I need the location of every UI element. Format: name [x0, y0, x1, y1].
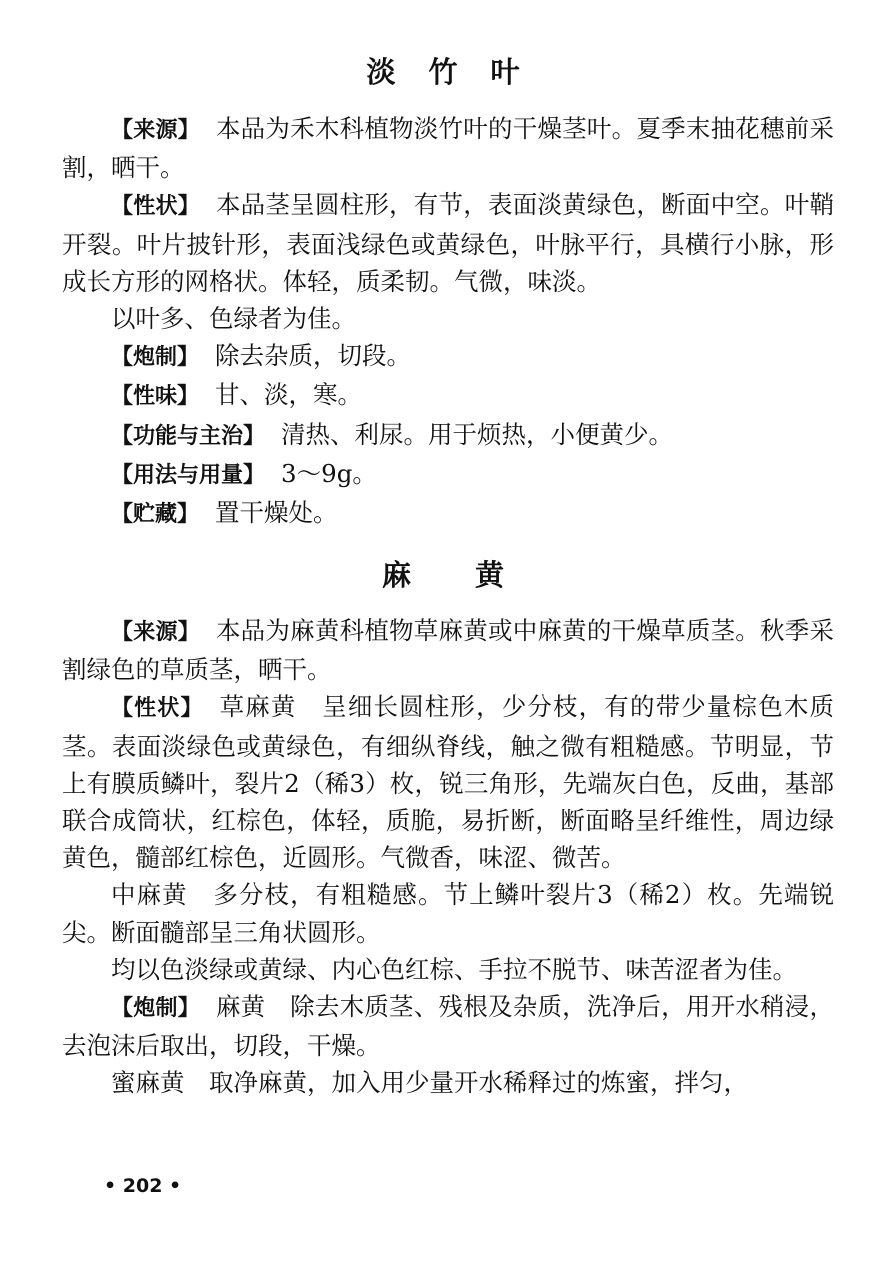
section-text-source: 本品为禾木科植物淡竹叶的干燥茎叶。夏季末抽花穗前采割，晒干。: [62, 114, 834, 183]
section-heading-source-2: 【来源】: [111, 620, 200, 645]
section-heading-source: 【来源】: [111, 118, 200, 143]
section-text-function: 清热、利尿。用于烦热，小便黄少。: [281, 419, 674, 449]
paragraph-function: [62, 416, 834, 455]
section-heading-dosage: 【用法与用量】: [111, 462, 266, 488]
section-text-traits-2: 草麻黄 呈细长圆柱形，少分枝，有的带少量棕色木质茎。表面淡绿色或黄绿色，有细纵脊线，触之微有粗糙感。节明显，节上有膜质鳞叶，裂片2（稀3）枚，锐三角形，先端灰白色，反曲，基部联合成筒状，红棕色，体轻，质脆，易折断，断面略呈纤维性，周边绿黄色，髓部红棕色，近圆形。气微香，味涩、微苦。: [62, 692, 834, 873]
section-heading-processing-2: 【炮制】: [111, 996, 200, 1022]
paragraph-traits: [62, 186, 834, 300]
article-title-mahuang: 麻 黄: [381, 558, 506, 592]
section-text-storage: 置干燥处。: [215, 498, 338, 528]
paragraph-dosage: [62, 455, 834, 494]
section-heading-storage: 【贮藏】: [111, 502, 200, 528]
page-number: • 202 •: [104, 1175, 182, 1197]
section-heading-nature: 【性味】: [111, 384, 200, 410]
section-text-processing-2: 麻黄 除去木质茎、残根及杂质，洗净后，用开水稍浸，去泡沫后取出，切段，干燥。: [62, 992, 834, 1061]
article-body-mahuang: [62, 612, 834, 1102]
section-text-processing: 除去杂质，切段。: [215, 341, 412, 371]
paragraph-traits-2: [62, 688, 834, 876]
section-heading-traits-2: 【性状】: [111, 696, 204, 722]
section-heading-processing: 【炮制】: [111, 345, 200, 371]
paragraph-source-2: [62, 612, 834, 688]
paragraph-traits-zhongmahuang: 中麻黄 多分枝，有粗糙感。节上鳞叶裂片3（稀2）枚。先端锐尖。断面髓部呈三角状圆形。: [62, 880, 834, 947]
paragraph-processing-2: [62, 988, 834, 1064]
article-body-danzhuye: [62, 110, 834, 533]
section-text-traits: 本品茎呈圆柱形，有节，表面淡黄绿色，断面中空。叶鞘开裂。叶片披针形，表面浅绿色或黄绿色，叶脉平行，具横行小脉，形成长方形的网格状。体轻，质柔韧。气微，味淡。: [62, 190, 834, 296]
section-text-nature: 甘、淡，寒。: [215, 380, 363, 410]
section-heading-function: 【功能与主治】: [111, 423, 266, 449]
section-text-dosage: 3～9g。: [281, 458, 377, 488]
paragraph-quality: 以叶多、色绿者为佳。: [111, 304, 356, 334]
paragraph-storage: [62, 494, 834, 533]
paragraph-source: [62, 110, 834, 186]
paragraph-nature: [62, 376, 834, 415]
article-title-danzhuye: 淡 竹 叶: [366, 55, 522, 89]
section-heading-traits: 【性状】: [111, 194, 200, 220]
section-text-source-2: 本品为麻黄科植物草麻黄或中麻黄的干燥草质茎。秋季采割绿色的草质茎，晒干。: [62, 616, 834, 685]
paragraph-quality-2: 均以色淡绿或黄绿、内心色红棕、手拉不脱节、味苦涩者为佳。: [111, 954, 797, 984]
paragraph-processing-honey: 蜜麻黄 取净麻黄，加入用少量开水稀释过的炼蜜，拌匀，: [111, 1068, 748, 1098]
paragraph-processing: [62, 337, 834, 376]
